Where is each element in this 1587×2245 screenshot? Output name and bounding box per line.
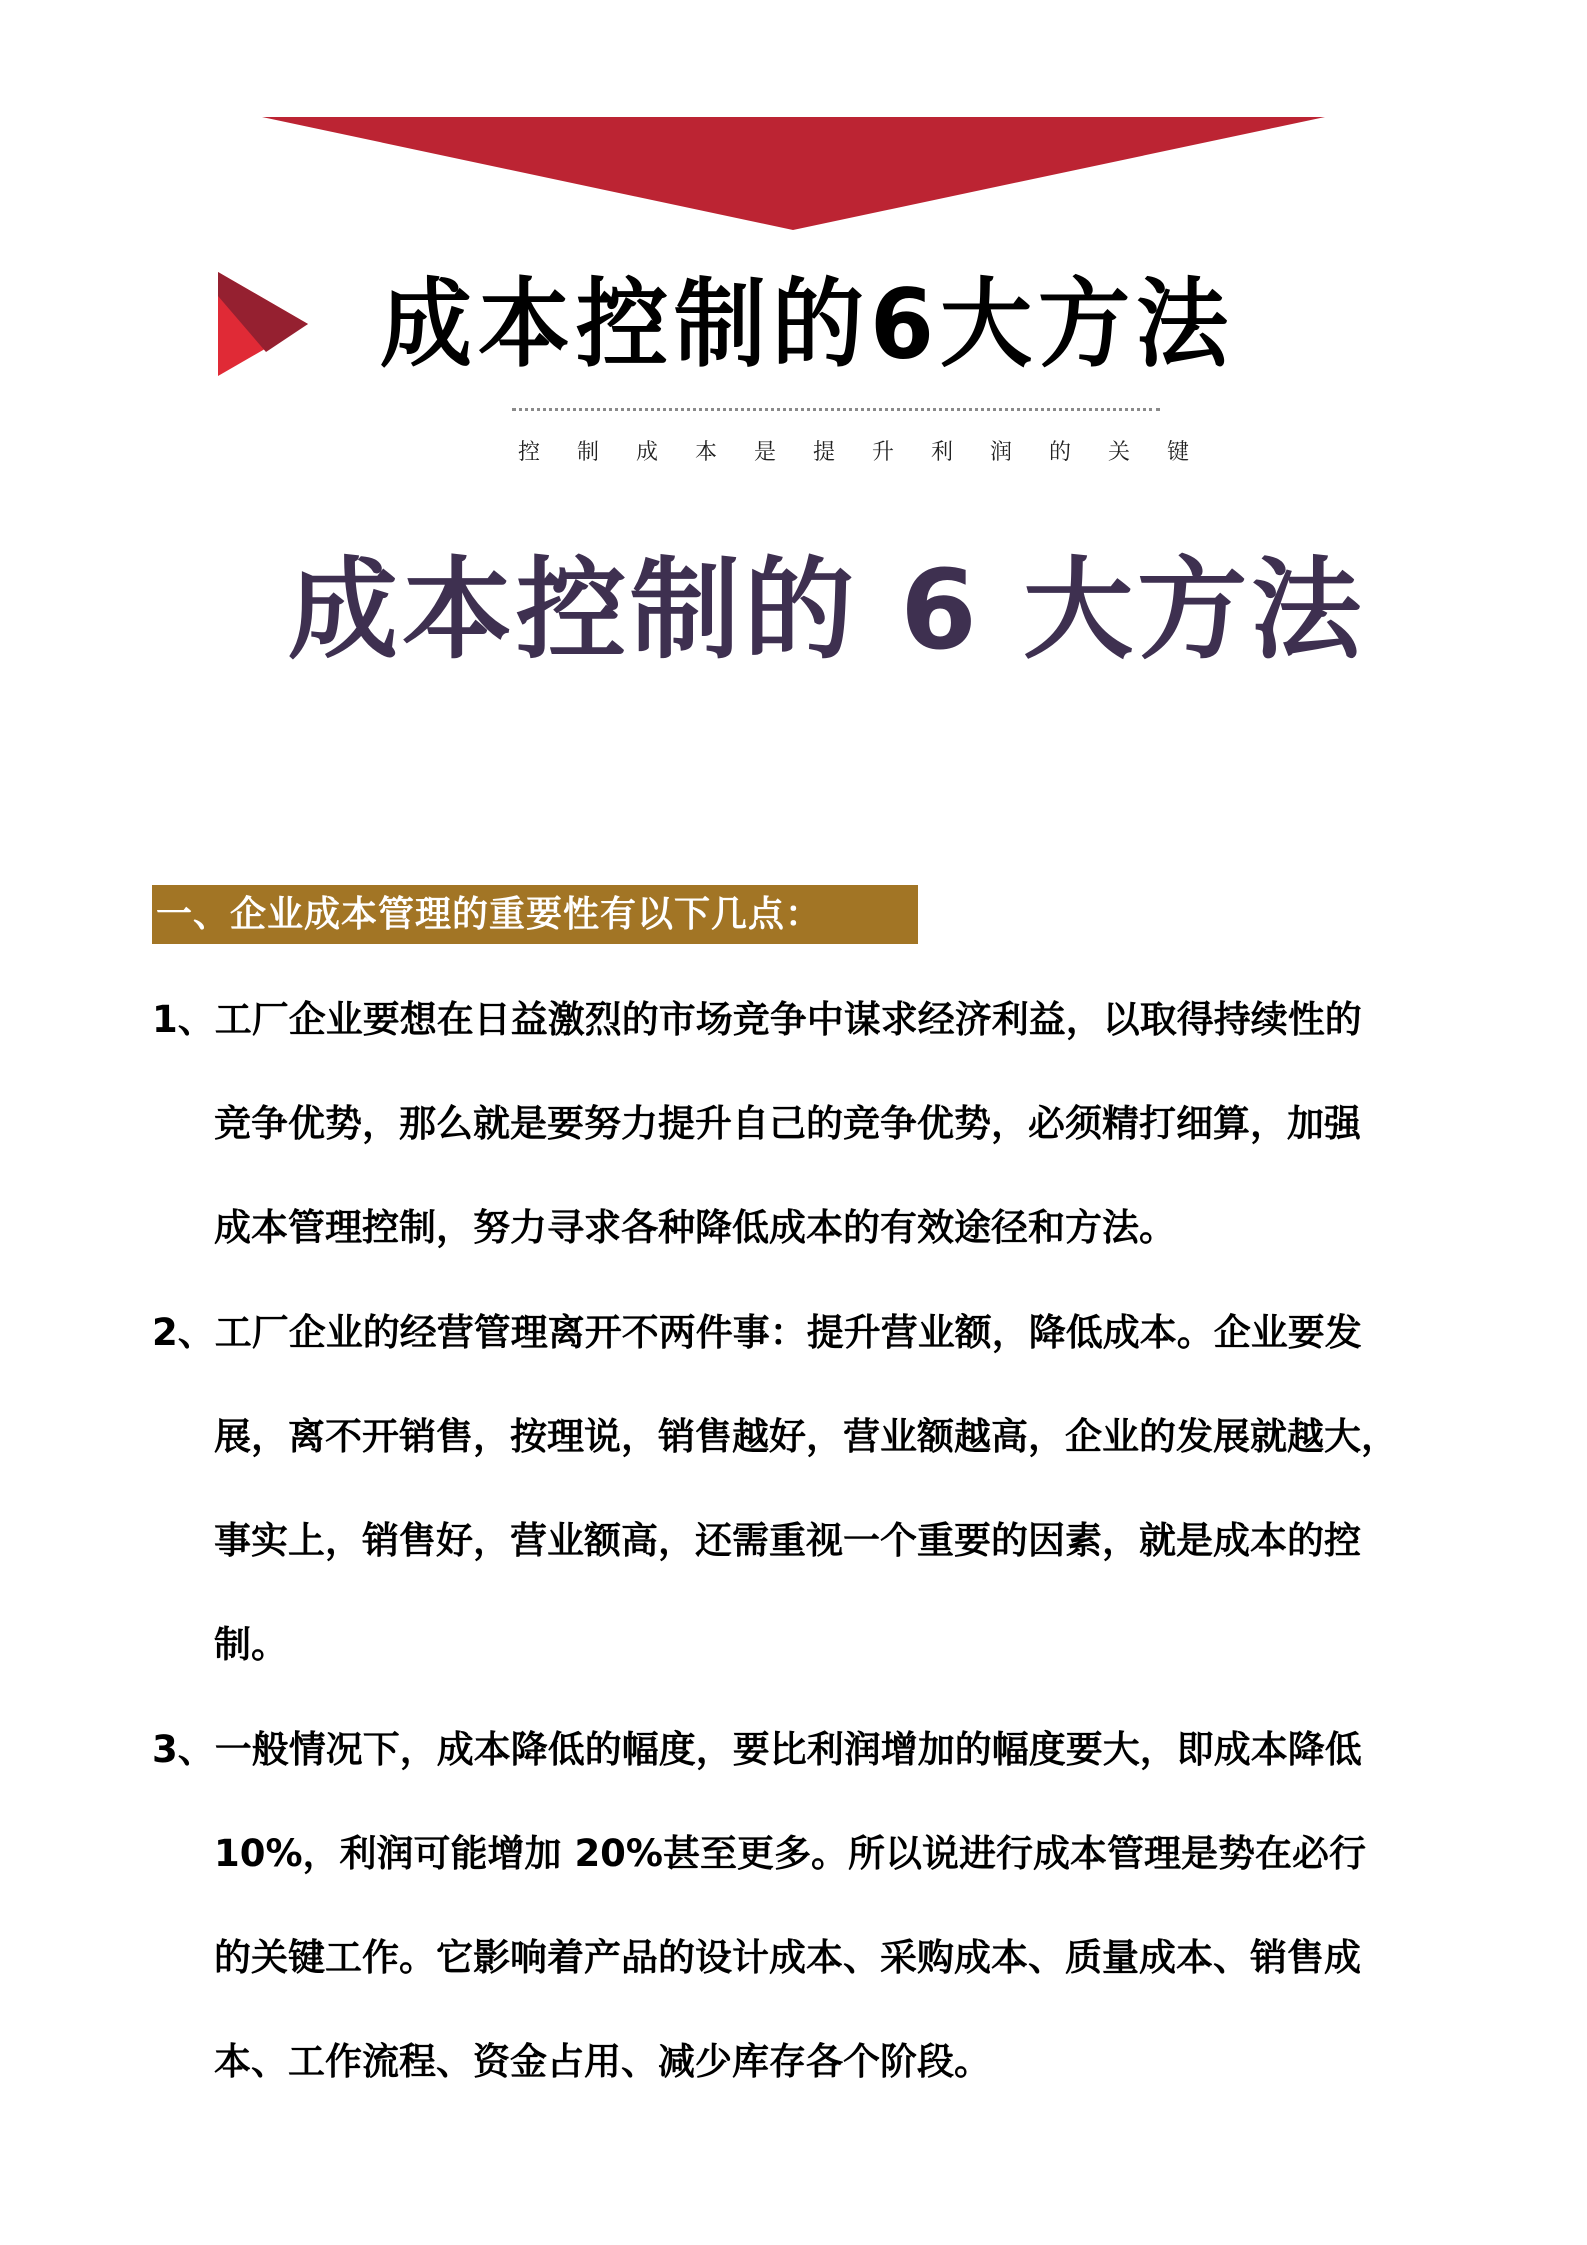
paragraph-line: 本、工作流程、资金占用、减少库存各个阶段。 bbox=[214, 2040, 991, 2083]
main-title: 成本控制的 6 大方法 bbox=[288, 546, 1366, 674]
header-title: 成本控制的6大方法 bbox=[380, 268, 1235, 381]
paragraph-line: 10%，利润可能增加 20%甚至更多。所以说进行成本管理是势在必行 bbox=[214, 1832, 1367, 1875]
paragraph-line: 展，离不开销售，按理说，销售越好，营业额越高，企业的发展就越大， bbox=[214, 1415, 1398, 1458]
header-subtitle: 控制成本是提升利润的关键 bbox=[518, 440, 1227, 465]
paragraph-line: 3、一般情况下，成本降低的幅度，要比利润增加的幅度要大，即成本降低 bbox=[152, 1728, 1362, 1771]
dotted-divider bbox=[512, 408, 1160, 411]
paragraph-line: 竞争优势，那么就是要努力提升自己的竞争优势，必须精打细算，加强 bbox=[214, 1102, 1361, 1145]
top-banner-triangle bbox=[262, 117, 1325, 230]
paragraph-line: 制。 bbox=[214, 1623, 288, 1666]
paragraph-line: 的关键工作。它影响着产品的设计成本、采购成本、质量成本、销售成 bbox=[214, 1936, 1361, 1979]
paragraph-line: 成本管理控制，努力寻求各种降低成本的有效途径和方法。 bbox=[214, 1206, 1176, 1249]
paragraph-line: 2、工厂企业的经营管理离开不两件事：提升营业额，降低成本。企业要发 bbox=[152, 1311, 1362, 1354]
section-heading: 一、企业成本管理的重要性有以下几点： bbox=[156, 894, 823, 935]
paragraph-line: 1、工厂企业要想在日益激烈的市场竞争中谋求经济利益，以取得持续性的 bbox=[152, 998, 1362, 1041]
play-arrow-icon bbox=[218, 272, 308, 376]
paragraph-line: 事实上，销售好，营业额高，还需重视一个重要的因素，就是成本的控 bbox=[214, 1519, 1361, 1562]
section-heading-bar bbox=[152, 885, 918, 944]
